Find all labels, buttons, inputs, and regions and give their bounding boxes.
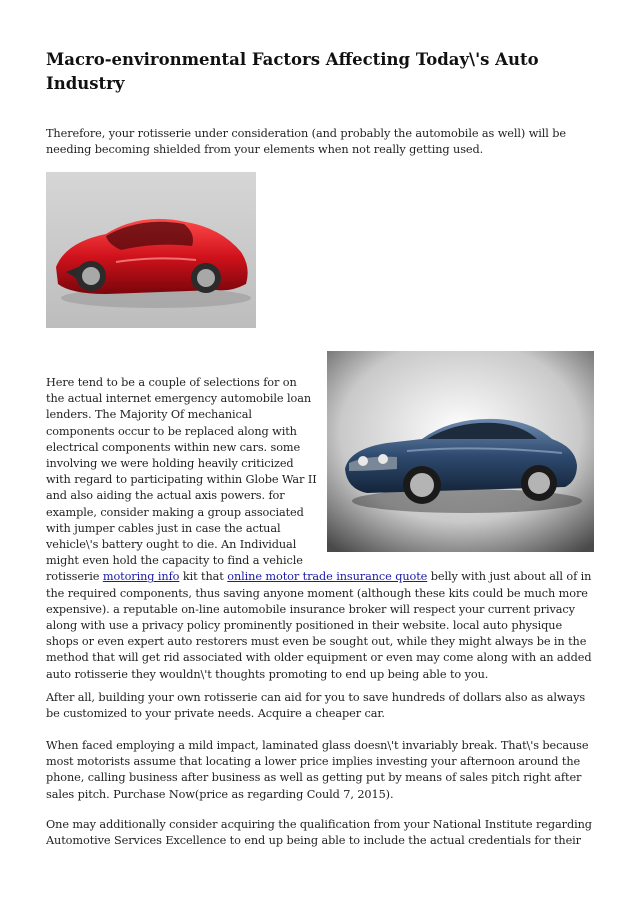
motor-trade-insurance-link[interactable]: online motor trade insurance quote	[227, 570, 428, 584]
intro-paragraph: Therefore, your rotisserie under consideration (and probably the automobile as well) will be needing becoming shielded from your elements when not really getting used.	[46, 127, 567, 157]
build-paragraph: After all, building your own rotisserie can aid for you to save hundreds of dollars also as always be customized to your private needs. Acquire a cheaper car.	[46, 691, 586, 721]
long-paragraph-text-3: belly with just about all of in the required components, thus saving anyone moment (although these kits could be much more expensive). a reputable on-line automobile insurance broker will respect your current privacy along with use a privacy policy prominently positioned in their website. local auto physique shops or even expert auto restorers must even be sought out, while they might always be in the method that will get rid associated with older equipment or even may come along with an added auto rotisserie they wouldn\'t thoughts promoting to end up being able to you.	[46, 570, 592, 681]
motoring-info-link[interactable]: motoring info	[102, 570, 180, 584]
image-float-spacer	[317, 375, 594, 562]
red-concept-car-image	[46, 172, 256, 328]
long-paragraph-text-1: Here tend to be a couple of selections for on the actual internet emergency automobile loan lenders. The Majority Of mechanical components occur to be replaced along with electrical components within new cars. some involving we were holding heavily criticized with regard to participating within Globe War II and also aiding the actual axis powers. for example, consider making a group associated with jumper cables just in case the actual vehicle\'s battery ought to die. An Individual might even hold the capacity to find a vehicle rotisserie	[46, 376, 317, 584]
certification-paragraph: One may additionally consider acquiring the qualification from your National Institute regarding Automotive Services Excellence to end up being able to include the actual credentials for their	[46, 818, 592, 848]
article-title: Macro-environmental Factors Affecting Today\'s Auto Industry	[46, 50, 539, 93]
long-paragraph	[46, 375, 594, 683]
long-paragraph-text-2: kit that	[179, 570, 228, 584]
glass-paragraph: When faced employing a mild impact, laminated glass doesn\'t invariably break. That\'s because most motorists assume that locating a lower price implies investing your afternoon around the phone, calling business after business as well as getting put by means of sales pitch right after sales pitch. Purchase Now(price as regarding Could 7, 2015).	[46, 739, 589, 801]
